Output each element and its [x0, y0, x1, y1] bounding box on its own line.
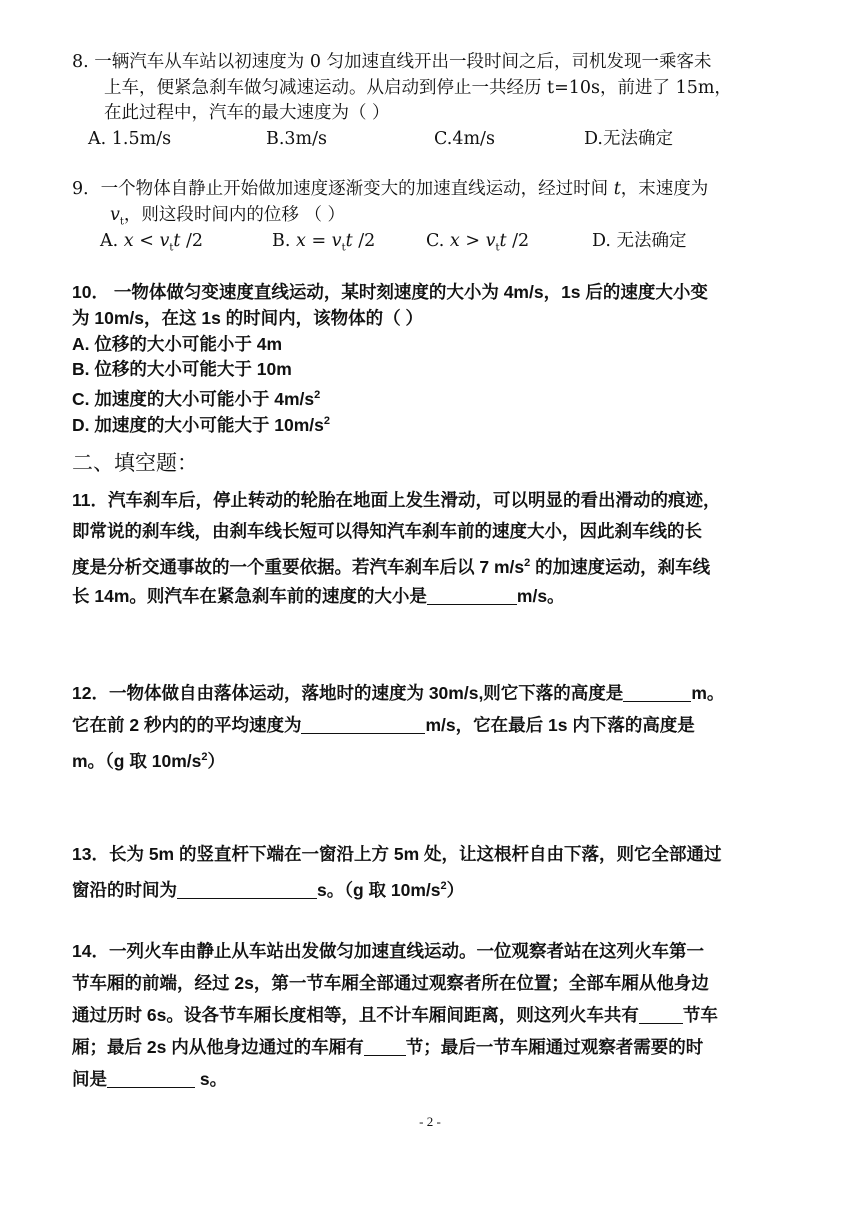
question-8-line-1: 8. 一辆汽车从车站以初速度为 0 匀加速直线开出一段时间之后，司机发现一乘客未 — [72, 52, 712, 72]
answer-blank[interactable] — [107, 1069, 195, 1088]
question-10-option-b: B. 位移的大小可能大于 10m — [72, 359, 292, 379]
question-11-line-1: 11．汽车刹车后，停止转动的轮胎在地面上发生滑动，可以明显的看出滑动的痕迹， — [72, 490, 721, 510]
question-9-option-a: A. $x < v_tt$ /2 — [100, 231, 203, 254]
question-13-line-2: 窗沿的时间为 s。（g 取 $10m/s^2$） — [72, 879, 465, 900]
question-10-option-a: A. 位移的大小可能小于 4m — [72, 334, 283, 354]
answer-blank[interactable] — [623, 683, 691, 702]
question-13-line-1: 13．长为 5m 的竖直杆下端在一窗沿上方 5m 处，让这根杆自由下落，则它全部通过 — [72, 844, 722, 864]
answer-blank[interactable] — [364, 1037, 406, 1056]
question-12-line-3: m。（g 取 $10m/s^2$） — [72, 750, 225, 771]
question-8-option-c: C.4m/s — [434, 129, 495, 149]
question-10-option-c: C. 加速度的大小可能小于 $4m/s^2$ — [72, 388, 321, 409]
question-9-option-d: D. 无法确定 — [592, 231, 687, 251]
question-10-option-d: D. 加速度的大小可能大于 $10m/s^2$ — [72, 414, 330, 435]
page-number: - 2 - — [419, 1114, 441, 1129]
question-12-line-1: 12．一物体做自由落体运动，落地时的速度为 30m/s,则它下落的高度是 m。 — [72, 683, 725, 703]
question-14-line-2: 节车厢的前端，经过 2s，第一节车厢全部通过观察者所在位置；全部车厢从他身边 — [72, 973, 709, 993]
question-9-line-1 — [72, 177, 708, 201]
q9-text-2: ，末速度为 — [620, 179, 709, 199]
question-14-line-4: 厢；最后 2s 内从他身边通过的车厢有 节；最后一节车厢通过观察者需要的时 — [72, 1037, 704, 1057]
question-8-line-3: 在此过程中，汽车的最大速度为（ ） — [104, 103, 390, 123]
question-8-option-d: D.无法确定 — [584, 129, 673, 149]
answer-blank[interactable] — [639, 1005, 683, 1024]
question-8-line-2: 上车，便紧急刹车做匀减速运动。从启动到停止一共经历 t=10s，前进了 15m， — [104, 78, 732, 98]
question-11-line-4: 长 14m。则汽车在紧急刹车前的速度的大小是 m/s。 — [72, 586, 565, 606]
question-14-line-1: 14．一列火车由静止从车站出发做匀加速直线运动。一位观察者站在这列火车第一 — [72, 941, 704, 961]
question-11-line-3: 度是分析交通事故的一个重要依据。若汽车刹车后以 7 $m/s^2$ 的加速度运动，刹车线 — [72, 556, 711, 577]
question-11-line-2: 即常说的刹车线，由刹车线长短可以得知汽车刹车前的速度大小，因此刹车线的长 — [72, 521, 702, 541]
q9-var-v: v — [110, 205, 120, 225]
question-9-option-c: C. $x > v_tt$ /2 — [426, 231, 530, 254]
question-12-line-2: 它在前 2 秒内的的平均速度为 m/s，它在最后 1s 内下落的高度是 — [72, 715, 695, 735]
section-heading: 二、填空题： — [72, 451, 198, 475]
q9-text-1: 9．一个物体自静止开始做加速度逐渐变大的加速直线运动，经过时间 — [72, 179, 614, 199]
q9-text-3: ，则这段时间内的位移 （ ） — [123, 205, 346, 225]
question-8-option-a: A. 1.5m/s — [88, 129, 172, 149]
question-9-option-b: B. $x = v_tt$ /2 — [272, 231, 376, 254]
question-14-line-3: 通过历时 6s。设各节车厢长度相等，且不计车厢间距离，则这列火车共有 节车 — [72, 1005, 718, 1025]
answer-blank[interactable] — [301, 715, 425, 734]
answer-blank[interactable] — [427, 586, 517, 605]
question-10-line-2: 为 10m/s，在这 1s 的时间内，该物体的（ ） — [72, 308, 424, 328]
question-10-line-1: 10． 一物体做匀变速度直线运动，某时刻速度的大小为 4m/s，1s 后的速度大小变 — [72, 282, 708, 302]
question-14-line-5: 间是 s。 — [72, 1069, 228, 1089]
question-8-option-b: B.3m/s — [266, 129, 328, 149]
q9-var-v-sub: t — [119, 216, 124, 228]
answer-blank[interactable] — [177, 880, 317, 899]
q9-var-t: t — [613, 179, 621, 199]
